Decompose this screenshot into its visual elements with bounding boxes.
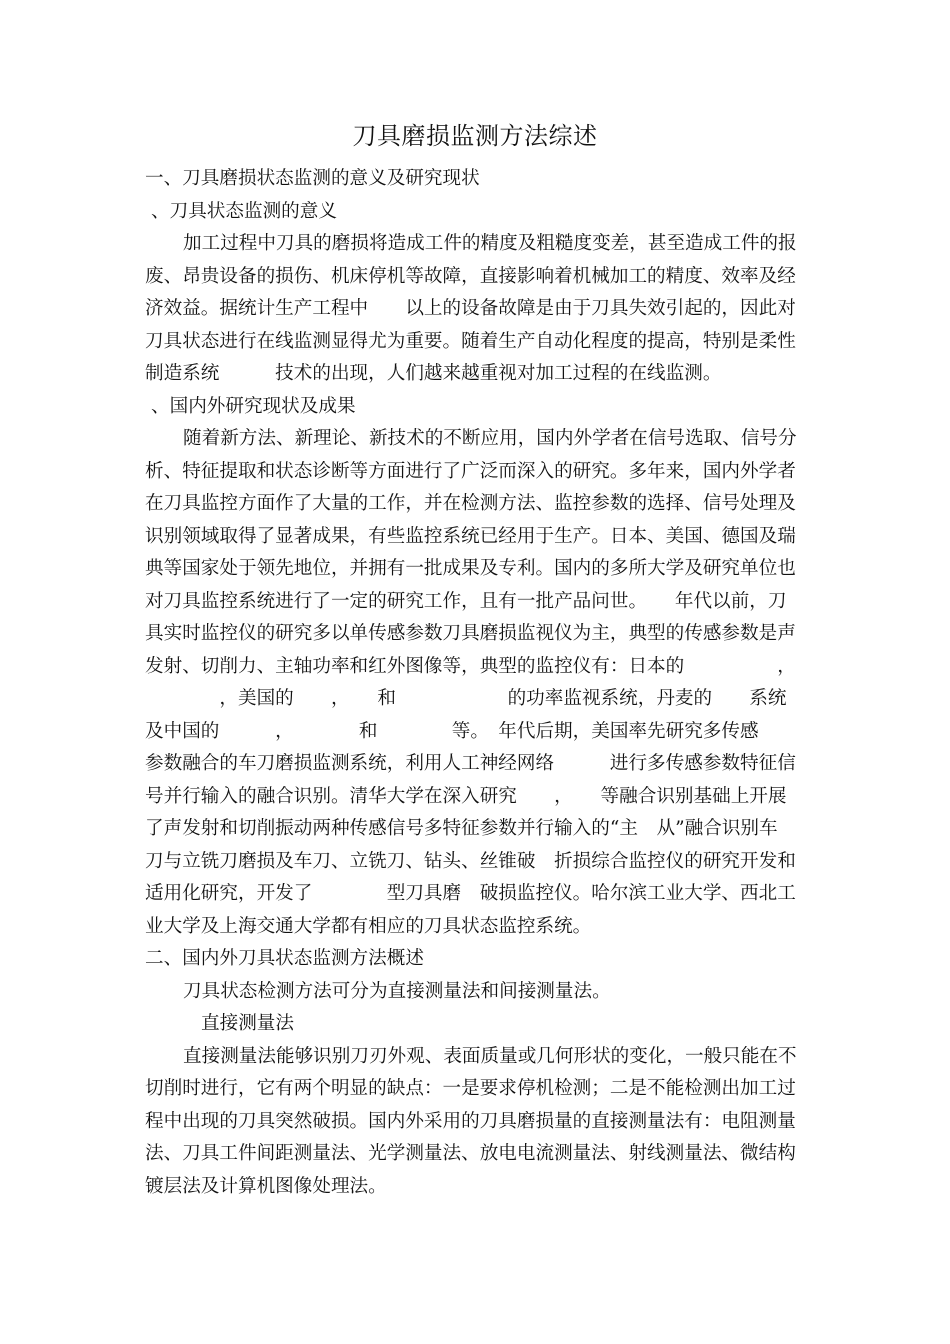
text-line: 在刀具监控方面作了大量的工作，并在检测方法、监控参数的选择、信号处理及: [145, 493, 796, 514]
text-line: 及中国的 ， 和 等。 年代后期，美国率先研究多传感: [145, 720, 759, 742]
text-line: 制造系统 技术的出现，人们越来越重视对加工过程的在线监测。: [145, 363, 722, 384]
text-line: 业大学及上海交通大学都有相应的刀具状态监控系统。: [145, 915, 592, 937]
text-line: 加工过程中刀具的磨损将造成工件的精度及粗糙度变差，甚至造成工件的报: [183, 233, 797, 254]
text-line: 发射、切削力、主轴功率和红外图像等，典型的监控仪有：日本的 ，: [145, 655, 796, 677]
text-line: ，美国的 ， 和 的功率监视系统，丹麦的 系统: [145, 688, 787, 709]
text-line: 废、昂贵设备的损伤、机床停机等故障，直接影响着机械加工的精度、效率及经: [145, 265, 796, 287]
text-line: 直接测量法: [201, 1013, 294, 1034]
text-line: 典等国家处于领先地位，并拥有一批成果及专利。国内的多所大学及研究单位也: [145, 558, 796, 579]
text-line: 法、刀具工件间距测量法、光学测量法、放电电流测量法、射线测量法、微结构: [145, 1143, 796, 1164]
text-line: 了声发射和切削振动两种传感信号多特征参数并行输入的“主 从”融合识别车: [145, 818, 778, 839]
text-line: 析、特征提取和状态诊断等方面进行了广泛而深入的研究。多年来，国内外学者: [145, 460, 796, 482]
document-title: 刀具磨损监测方法综述: [352, 122, 598, 150]
text-line: 随着新方法、新理论、新技术的不断应用，国内外学者在信号选取、信号分: [183, 428, 797, 449]
text-line: 参数融合的车刀磨损监测系统，利用人工神经网络 进行多传感参数特征信: [145, 753, 796, 774]
text-line: 、国内外研究现状及成果: [151, 395, 356, 417]
text-line: 一、刀具磨损状态监测的意义及研究现状: [145, 168, 480, 189]
text-line: 二、国内外刀具状态监测方法概述: [145, 948, 424, 969]
text-line: 镀层法及计算机图像处理法。: [145, 1175, 387, 1197]
text-line: 号并行输入的融合识别。清华大学在深入研究 ， 等融合识别基础上开展: [145, 785, 787, 807]
text-line: 对刀具监控系统进行了一定的研究工作，且有一批产品问世。 年代以前，刀: [145, 590, 787, 612]
text-line: 直接测量法能够识别刀刃外观、表面质量或几何形状的变化，一般只能在不: [183, 1045, 797, 1067]
text-line: 济效益。据统计生产工程中 以上的设备故障是由于刀具失效引起的，因此对: [145, 298, 796, 319]
text-line: 切削时进行，它有两个明显的缺点：一是要求停机检测；二是不能检测出加工过: [145, 1078, 796, 1099]
text-line: 刀具状态进行在线监测显得尤为重要。随着生产自动化程度的提高，特别是柔性: [145, 330, 796, 352]
text-line: 具实时监控仪的研究多以单传感参数刀具磨损监视仪为主，典型的传感参数是声: [145, 623, 796, 644]
text-line: 适用化研究，开发了 型刀具磨 破损监控仪。哈尔滨工业大学、西北工: [145, 883, 796, 904]
text-line: 识别领域取得了显著成果，有些监控系统已经用于生产。日本、美国、德国及瑞: [145, 525, 796, 547]
text-line: 刀与立铣刀磨损及车刀、立铣刀、钻头、丝锥破 折损综合监控仪的研究开发和: [145, 850, 796, 872]
text-line: 刀具状态检测方法可分为直接测量法和间接测量法。: [183, 980, 611, 1002]
text-line: 程中出现的刀具突然破损。国内外采用的刀具磨损量的直接测量法有：电阻测量: [145, 1110, 796, 1132]
text-line: 、刀具状态监测的意义: [151, 200, 337, 222]
